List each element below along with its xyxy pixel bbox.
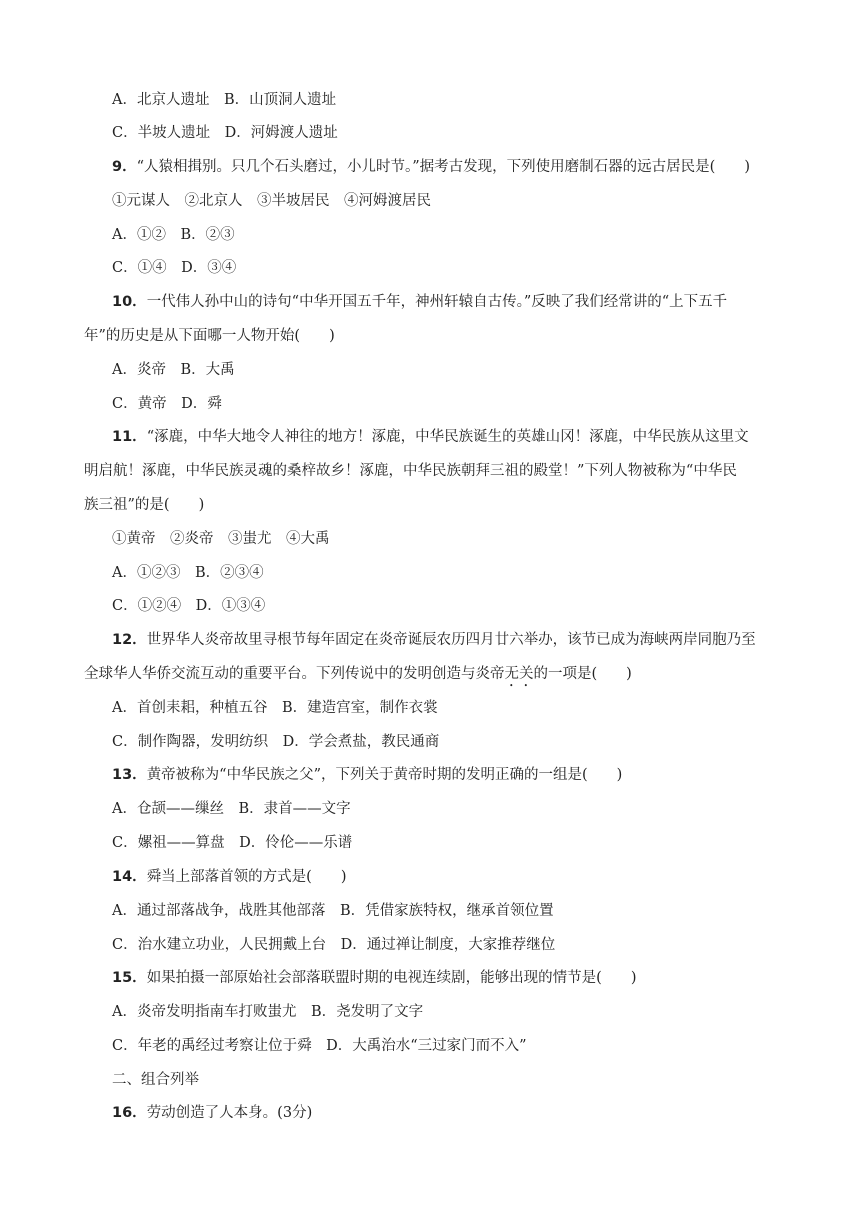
q14-text: 舜当上部落首领的方式是( ) xyxy=(146,869,347,885)
q10-stem-line2: 年”的历史是从下面哪一人物开始( ) xyxy=(84,328,335,344)
q9-number: 9． xyxy=(112,159,137,175)
q15-options-cd: C．年老的禹经过考察让位于舜 D．大禹治水“三过家门而不入” xyxy=(112,1038,527,1054)
q9-stem xyxy=(112,157,800,177)
q13-text: 黄帝被称为“中华民族之父”，下列关于黄帝时期的发明正确的一组是( ) xyxy=(146,767,623,783)
q14-stem xyxy=(112,867,800,887)
q12-emphasis-text: 无关 xyxy=(504,666,534,682)
q13-options-ab: A．仓颉——缫丝 B．隶首——文字 xyxy=(112,801,351,817)
q9-options-cd: C．①④ D．③④ xyxy=(112,260,237,276)
q15-number: 15． xyxy=(112,970,147,986)
q12-number: 12． xyxy=(112,632,147,648)
q11-stem-line1 xyxy=(112,427,800,447)
q12-stem-line1 xyxy=(112,630,800,650)
q11-number: 11． xyxy=(112,429,147,445)
q15-stem xyxy=(112,968,800,988)
q12-stem-line2 xyxy=(84,664,800,690)
q12-text-2c: 的一项是( ) xyxy=(533,666,632,682)
q14-options-cd: C．治水建立功业，人民拥戴上台 D．通过禅让制度，大家推荐继位 xyxy=(112,937,556,953)
q9-options-ab: A．①② B．②③ xyxy=(112,227,235,243)
q11-stem-line3: 族三祖”的是( ) xyxy=(84,497,205,513)
q12-options-cd: C．制作陶器，发明纺织 D．学会煮盐，教民通商 xyxy=(112,734,440,750)
q10-stem-line1 xyxy=(112,292,800,312)
q15-options-ab: A．炎帝发明指南车打败蚩尤 B．尧发明了文字 xyxy=(112,1004,424,1020)
q16-text: 劳动创造了人本身。(3分) xyxy=(146,1105,313,1121)
q12-text-1: 世界华人炎帝故里寻根节每年固定在炎帝诞辰农历四月廿六举办，该节已成为海峡两岸同胞乃至 xyxy=(146,632,756,648)
q10-number: 10． xyxy=(112,294,147,310)
q13-options-cd: C．嫘祖——算盘 D．伶伦——乐谱 xyxy=(112,835,353,851)
q16-number: 16． xyxy=(112,1105,147,1121)
q9-text: “人猿相揖别。只几个石头磨过，小儿时节。”据考古发现，下列使用磨制石器的远古居民是( ) xyxy=(136,159,750,175)
q11-items: ①黄帝 ②炎帝 ③蚩尤 ④大禹 xyxy=(112,531,330,547)
q11-stem-line2: 明启航！涿鹿，中华民族灵魂的桑梓故乡！涿鹿，中华民族朝拜三祖的殿堂！”下列人物被称为“中华民 xyxy=(84,463,737,479)
q10-options-cd: C．黄帝 D．舜 xyxy=(112,396,222,412)
q12-options-ab: A．首创耒耜，种植五谷 B．建造宫室，制作衣裳 xyxy=(112,700,438,716)
q14-number: 14． xyxy=(112,869,147,885)
q13-number: 13． xyxy=(112,767,147,783)
q14-options-ab: A．通过部落战争，战胜其他部落 B．凭借家族特权，继承首领位置 xyxy=(112,903,554,919)
q8-options-ab: A．北京人遗址 B．山顶洞人遗址 xyxy=(112,92,337,108)
section-heading: 二、组合列举 xyxy=(112,1072,199,1088)
q10-text-1: 一代伟人孙中山的诗句“中华开国五千年，神州轩辕自古传。”反映了我们经常讲的“上下五千 xyxy=(146,294,728,310)
q8-options-cd: C．半坡人遗址 D．河姆渡人遗址 xyxy=(112,125,338,141)
q15-text: 如果拍摄一部原始社会部落联盟时期的电视连续剧，能够出现的情节是( ) xyxy=(146,970,637,986)
q16-stem xyxy=(112,1103,800,1123)
q11-options-ab: A．①②③ B．②③④ xyxy=(112,565,264,581)
q13-stem xyxy=(112,765,800,785)
q9-items: ①元谋人 ②北京人 ③半坡居民 ④河姆渡居民 xyxy=(112,193,431,209)
q11-options-cd: C．①②④ D．①③④ xyxy=(112,598,266,614)
q10-options-ab: A．炎帝 B．大禹 xyxy=(112,362,235,378)
q11-text-1: “涿鹿，中华大地令人神往的地方！涿鹿，中华民族诞生的英雄山冈！涿鹿，中华民族从这里文 xyxy=(146,429,749,445)
q12-text-2a: 全球华人华侨交流互动的重要平台。下列传说中的发明创造与炎帝 xyxy=(84,666,505,682)
